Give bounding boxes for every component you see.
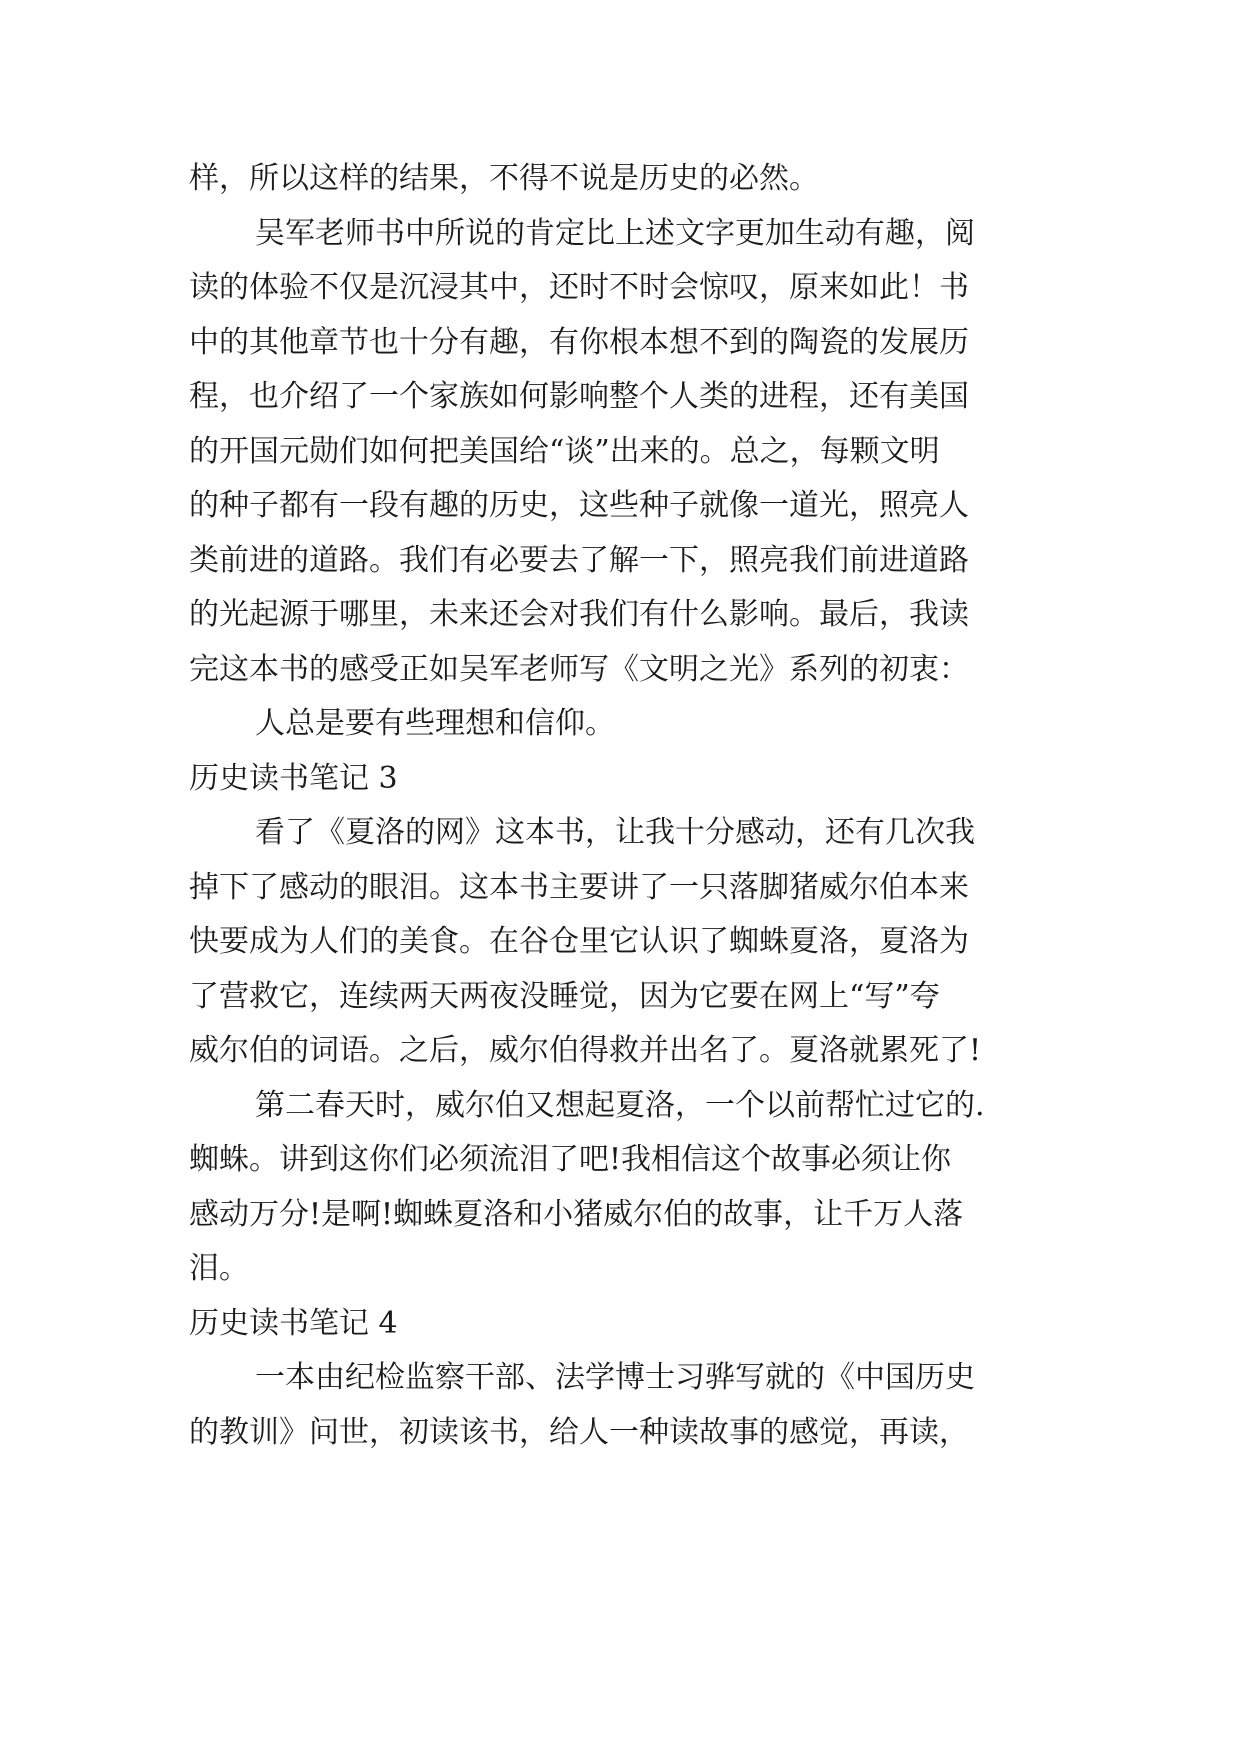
text-line: 第二春天时，威尔伯又想起夏洛，一个以前帮忙过它的. xyxy=(255,1087,985,1123)
text-line: 快要成为人们的美食。在谷仓里它认识了蜘蛛夏洛，夏洛为 xyxy=(189,924,969,959)
text-line: 的开国元勋们如何把美国给“谈”出来的。总之，每颗文明 xyxy=(189,433,940,469)
text-line: 类前进的道路。我们有必要去了解一下，照亮我们前进道路 xyxy=(189,542,969,578)
text-line: 的光起源于哪里，未来还会对我们有什么影响。最后，我读 xyxy=(189,597,969,632)
text-line: 泪。 xyxy=(189,1251,249,1286)
text-line: 蜘蛛。讲到这你们必须流泪了吧!我相信这个故事必须让你 xyxy=(189,1142,952,1177)
text-line: 一本由纪检监察干部、法学博士习骅写就的《中国历史 xyxy=(255,1360,975,1395)
text-line: 的种子都有一段有趣的历史，这些种子就像一道光，照亮人 xyxy=(189,488,969,523)
section-heading: 历史读书笔记 3 xyxy=(189,760,398,796)
text-line: 威尔伯的词语。之后，威尔伯得救并出名了。夏洛就累死了! xyxy=(189,1033,982,1068)
text-line: 感动万分!是啊!蜘蛛夏洛和小猪威尔伯的故事，让千万人落 xyxy=(189,1196,964,1232)
text-line: 程，也介绍了一个家族如何影响整个人类的进程，还有美国 xyxy=(189,379,969,414)
document-body xyxy=(189,152,1069,1460)
text-line: 的教训》问世，初读该书，给人一种读故事的感觉，再读， xyxy=(189,1414,969,1450)
text-line: 中的其他章节也十分有趣，有你根本想不到的陶瓷的发展历 xyxy=(189,324,969,360)
text-line: 看了《夏洛的网》这本书，让我十分感动，还有几次我 xyxy=(255,815,975,850)
text-line: 了营救它，连续两天两夜没睡觉，因为它要在网上“写”夸 xyxy=(189,978,940,1014)
text-line: 完这本书的感受正如吴军老师写《文明之光》系列的初衷： xyxy=(189,651,969,687)
text-line: 吴军老师书中所说的肯定比上述文字更加生动有趣，阅 xyxy=(255,215,975,251)
text-line: 人总是要有些理想和信仰。 xyxy=(255,706,615,741)
section-heading: 历史读书笔记 4 xyxy=(189,1305,398,1341)
text-line: 掉下了感动的眼泪。这本书主要讲了一只落脚猪威尔伯本来 xyxy=(189,869,969,905)
text-line: 样，所以这样的结果，不得不说是历史的必然。 xyxy=(189,161,819,196)
text-line: 读的体验不仅是沉浸其中，还时不时会惊叹，原来如此！书 xyxy=(189,270,969,305)
